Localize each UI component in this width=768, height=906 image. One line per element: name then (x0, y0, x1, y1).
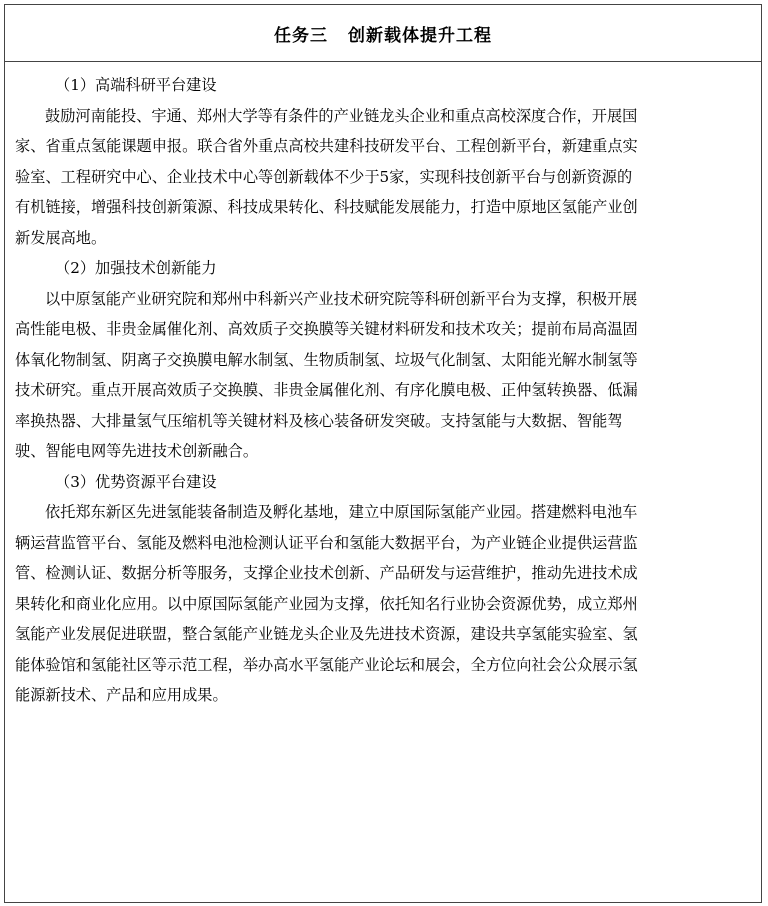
paragraph-line: 能源新技术、产品和应用成果。 (15, 686, 228, 704)
section-heading-3: （3）优势资源平台建设 (55, 472, 217, 491)
paragraph-line: 辆运营监管平台、氢能及燃料电池检测认证平台和氢能大数据平台，为产业链企业提供运营监 (15, 533, 638, 552)
paragraph-line: 管、检测认证、数据分析等服务，支撑企业技术创新、产品研发与运营维护，推动先进技术成 (15, 564, 638, 582)
section-heading-2: （2）加强技术创新能力 (55, 259, 217, 277)
paragraph-line: 高性能电极、非贵金属催化剂、高效质子交换膜等关键材料研发和技术攻关；提前布局高温固 (15, 320, 638, 338)
paragraph-line: 以中原氢能产业研究院和郑州中科新兴产业技术研究院等科研创新平台为支撑，积极开展 (45, 289, 638, 308)
paragraph-line: 氢能产业发展促进联盟，整合氢能产业链龙头企业及先进技术资源，建设共享氢能实验室、氢 (15, 625, 638, 643)
table-content (5, 70, 761, 711)
task-table (4, 4, 762, 903)
paragraph-line: 率换热器、大排量氢气压缩机等关键材料及核心装备研发突破。支持氢能与大数据、智能驾 (15, 411, 623, 430)
paragraph-line: 技术研究。重点开展高效质子交换膜、非贵金属催化剂、有序化膜电极、正仲氢转换器、低漏 (15, 381, 638, 399)
paragraph-line: 新发展高地。 (15, 228, 107, 247)
table-header (5, 5, 761, 62)
paragraph-line: 验室、工程研究中心、企业技术中心等创新载体不少于5家，实现科技创新平台与创新资源的 (15, 167, 633, 186)
paragraph-line: 果转化和商业化应用。以中原国际氢能产业园为支撑，依托知名行业协会资源优势，成立郑州 (15, 594, 638, 613)
paragraph-line: 驶、智能电网等先进技术创新融合。 (15, 442, 258, 460)
paragraph-line: 能体验馆和氢能社区等示范工程，举办高水平氢能产业论坛和展会，全方位向社会公众展示氢 (15, 655, 638, 674)
paragraph-line: 家、省重点氢能课题申报。联合省外重点高校共建科技研发平台、工程创新平台，新建重点实 (15, 137, 638, 155)
task-title: 创新载体提升工程 (348, 25, 492, 46)
paragraph-line: 有机链接，增强科技创新策源、科技成果转化、科技赋能发展能力，打造中原地区氢能产业创 (15, 198, 638, 216)
paragraph-line: 体氧化物制氢、阴离子交换膜电解水制氢、生物质制氢、垃圾气化制氢、太阳能光解水制氢等 (15, 350, 638, 369)
task-number: 任务三 (274, 25, 328, 46)
paragraph-line: 鼓励河南能投、宇通、郑州大学等有条件的产业链龙头企业和重点高校深度合作，开展国 (45, 106, 638, 125)
paragraph-line: 依托郑东新区先进氢能装备制造及孵化基地，建立中原国际氢能产业园。搭建燃料电池车 (45, 503, 638, 521)
section-heading-1: （1）高端科研平台建设 (55, 76, 217, 94)
